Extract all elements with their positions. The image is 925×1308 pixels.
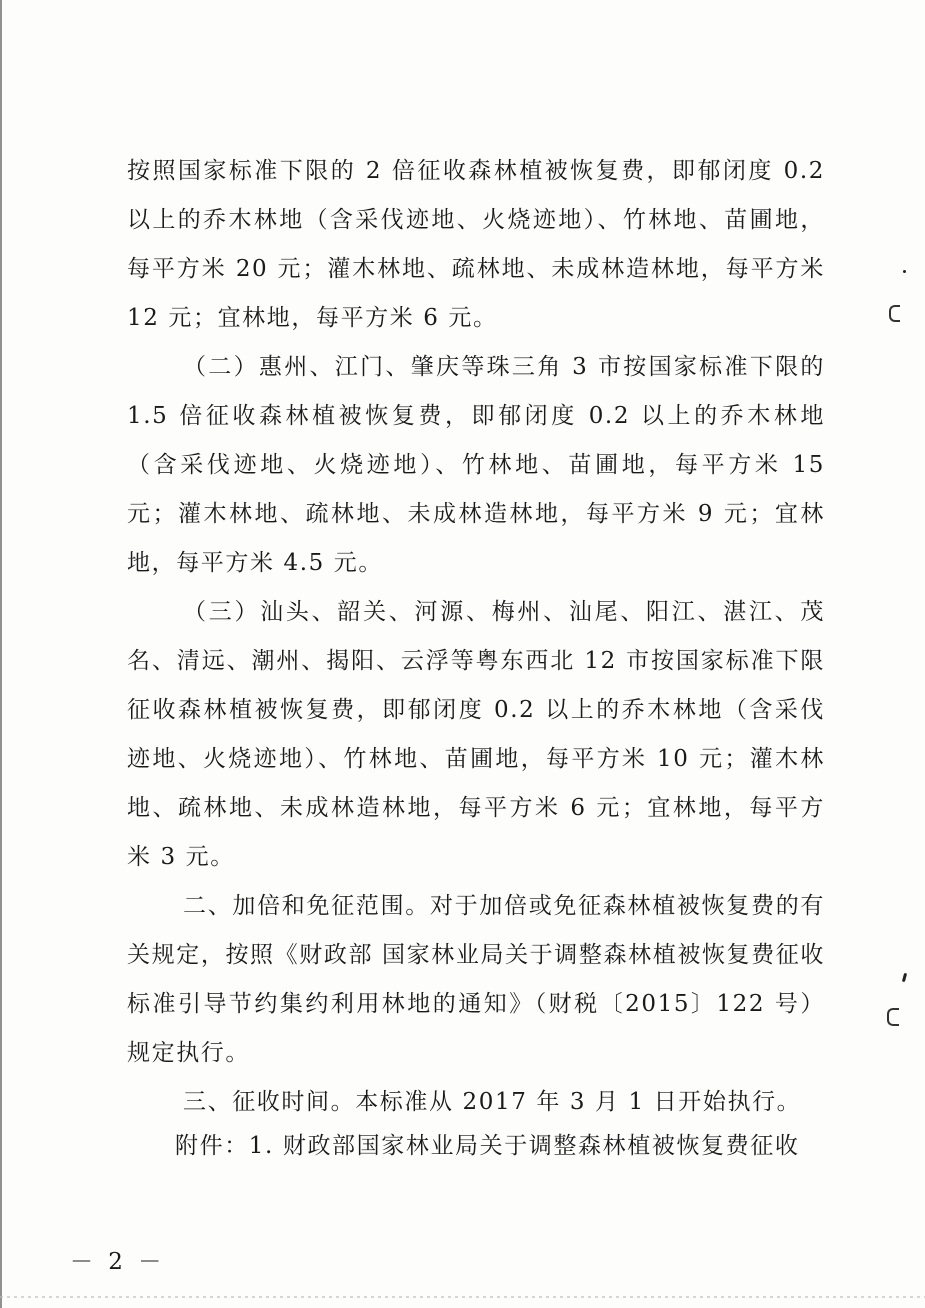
paragraph-section-2: 二、加倍和免征范围。对于加倍或免征森林植被恢复费的有关规定，按照《财政部 国家林业局关于调整森林植被恢复费征收标准引导节约集约利用林地的通知》（财税〔2015〕122 号）规定执行。 [127, 893, 825, 1066]
binding-hole-mark [887, 1008, 899, 1026]
binding-hole-mark [889, 305, 900, 322]
paragraph-item-3: （三）汕头、韶关、河源、梅州、汕尾、阳江、湛江、茂名、清远、潮州、揭阳、云浮等粤东西北 12 市按国家标准下限征收森林植被恢复费，即郁闭度 0.2 以上的乔木林地（含采伐迹地、火烧迹地）、竹林地、苗圃地，每平方米 10 元；灌木林地、疏林地、未成林造林地，每平方米 6 元；宜林地，每平方米 3 元。 [127, 599, 825, 870]
scan-bottom-edge [0, 1296, 925, 1298]
page-number: － 2 － [70, 1249, 166, 1275]
document-body [127, 147, 825, 1127]
paragraph-item-2: （二）惠州、江门、肇庆等珠三角 3 市按国家标准下限的 1.5 倍征收森林植被恢复费，即郁闭度 0.2 以上的乔木林地（含采伐迹地、火烧迹地）、竹林地、苗圃地，每平方米 15 元；灌木林地、疏林地、未成林造林地，每平方米 9 元；宜林地，每平方米 4.5 元。 [127, 354, 825, 576]
scan-edge [0, 0, 2, 1308]
attachment-line: 附件：1. 财政部国家林业局关于调整森林植被恢复费征收 [175, 1133, 800, 1159]
scan-mark-dot [903, 270, 906, 273]
paragraph-section-3: 三、征收时间。本标准从 2017 年 3 月 1 日开始执行。 [183, 1089, 802, 1115]
scan-mark-tick [902, 973, 907, 982]
paragraph-continuation: 按照国家标准下限的 2 倍征收森林植被恢复费，即郁闭度 0.2 以上的乔木林地（含采伐迹地、火烧迹地）、竹林地、苗圃地，每平方米 20 元；灌木林地、疏林地、未成林造林地，每平方米 12 元；宜林地，每平方米 6 元。 [127, 158, 825, 331]
